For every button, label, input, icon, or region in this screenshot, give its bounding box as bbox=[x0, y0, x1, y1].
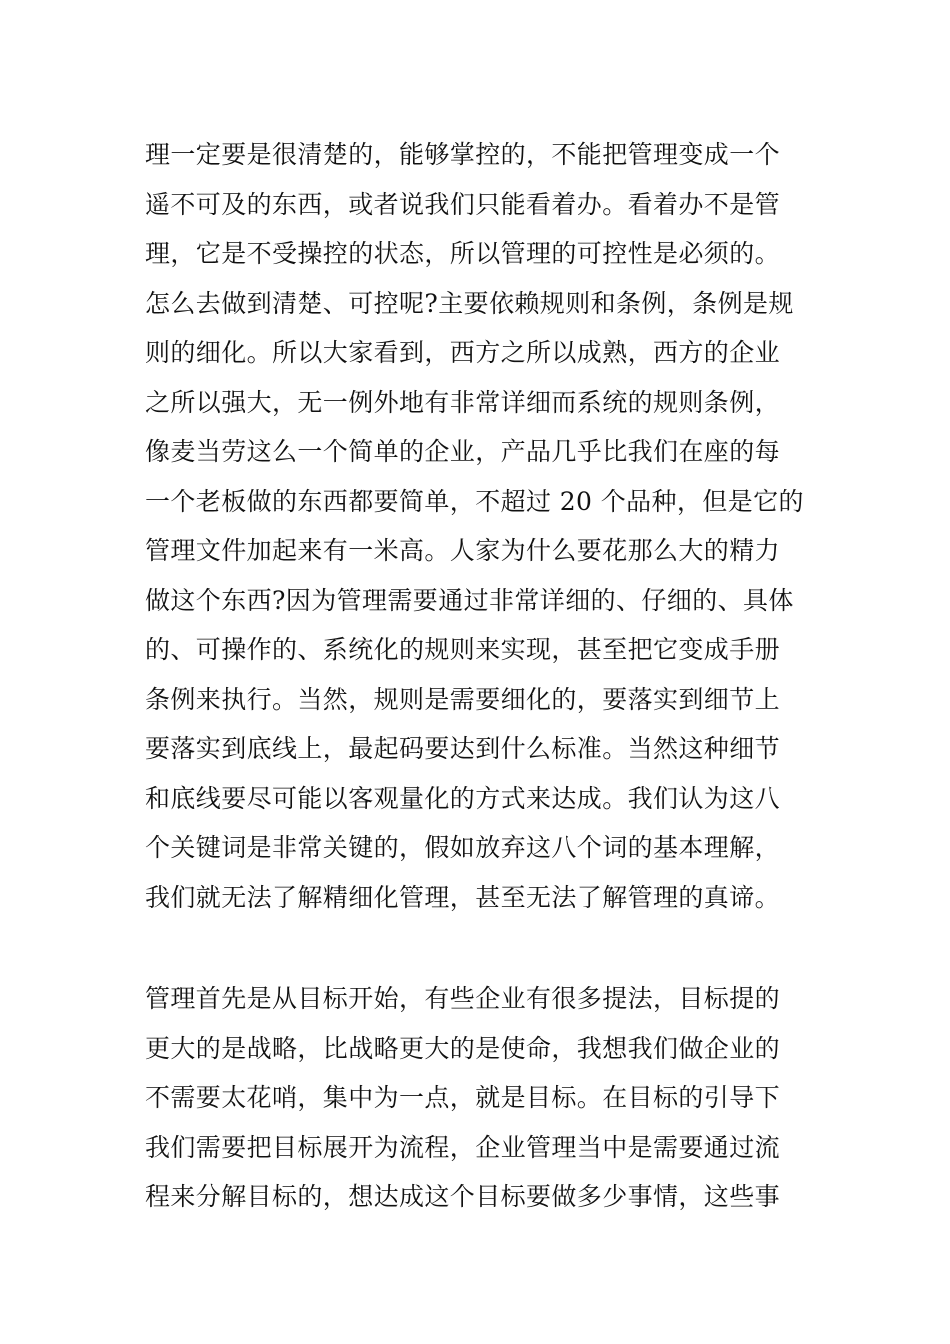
text-line: 要落实到底线上，最起码要达到什么标准。当然这种细节 bbox=[145, 734, 781, 763]
text-line: 个关键词是非常关键的，假如放弃这八个词的基本理解， bbox=[145, 833, 781, 862]
text-line: 遥不可及的东西，或者说我们只能看着办。看着办不是管 bbox=[145, 189, 781, 219]
text-line: 理一定要是很清楚的，能够掌控的，不能把管理变成一个 bbox=[145, 140, 781, 169]
text-line: 程来分解目标的，想达成这个目标要做多少事情，这些事 bbox=[145, 1182, 781, 1211]
text-line: 理，它是不受操控的状态，所以管理的可控性是必须的。 bbox=[145, 239, 781, 268]
text-line: 怎么去做到清楚、可控呢?主要依赖规则和条例，条例是规 bbox=[145, 288, 794, 318]
text-line: 一个老板做的东西都要简单，不超过 20 个品种，但是它的 bbox=[145, 486, 804, 516]
text-line: 条例来执行。当然，规则是需要细化的，要落实到细节上 bbox=[145, 684, 781, 714]
text-line: 像麦当劳这么一个简单的企业，产品几乎比我们在座的每 bbox=[145, 437, 781, 466]
paragraph-1 bbox=[145, 130, 810, 922]
text-line: 管理首先是从目标开始，有些企业有很多提法，目标提的 bbox=[145, 984, 781, 1013]
text-line: 管理文件加起来有一米高。人家为什么要花那么大的精力 bbox=[145, 536, 781, 565]
text-line: 之所以强大，无一例外地有非常详细而系统的规则条例， bbox=[145, 387, 781, 417]
text-line: 和底线要尽可能以客观量化的方式来达成。我们认为这八 bbox=[145, 783, 781, 813]
paragraph-2 bbox=[145, 974, 810, 1222]
text-line: 我们需要把目标展开为流程，企业管理当中是需要通过流 bbox=[145, 1132, 781, 1162]
text-line: 不需要太花哨，集中为一点，就是目标。在目标的引导下 bbox=[145, 1083, 781, 1112]
text-line: 更大的是战略，比战略更大的是使命，我想我们做企业的 bbox=[145, 1033, 781, 1063]
text-line: 做这个东西?因为管理需要通过非常详细的、仔细的、具体 bbox=[145, 585, 794, 615]
text-line: 则的细化。所以大家看到，西方之所以成熟，西方的企业 bbox=[145, 338, 781, 367]
text-line: 的、可操作的、系统化的规则来实现，甚至把它变成手册 bbox=[145, 635, 781, 664]
text-line: 我们就无法了解精细化管理，甚至无法了解管理的真谛。 bbox=[145, 882, 781, 912]
